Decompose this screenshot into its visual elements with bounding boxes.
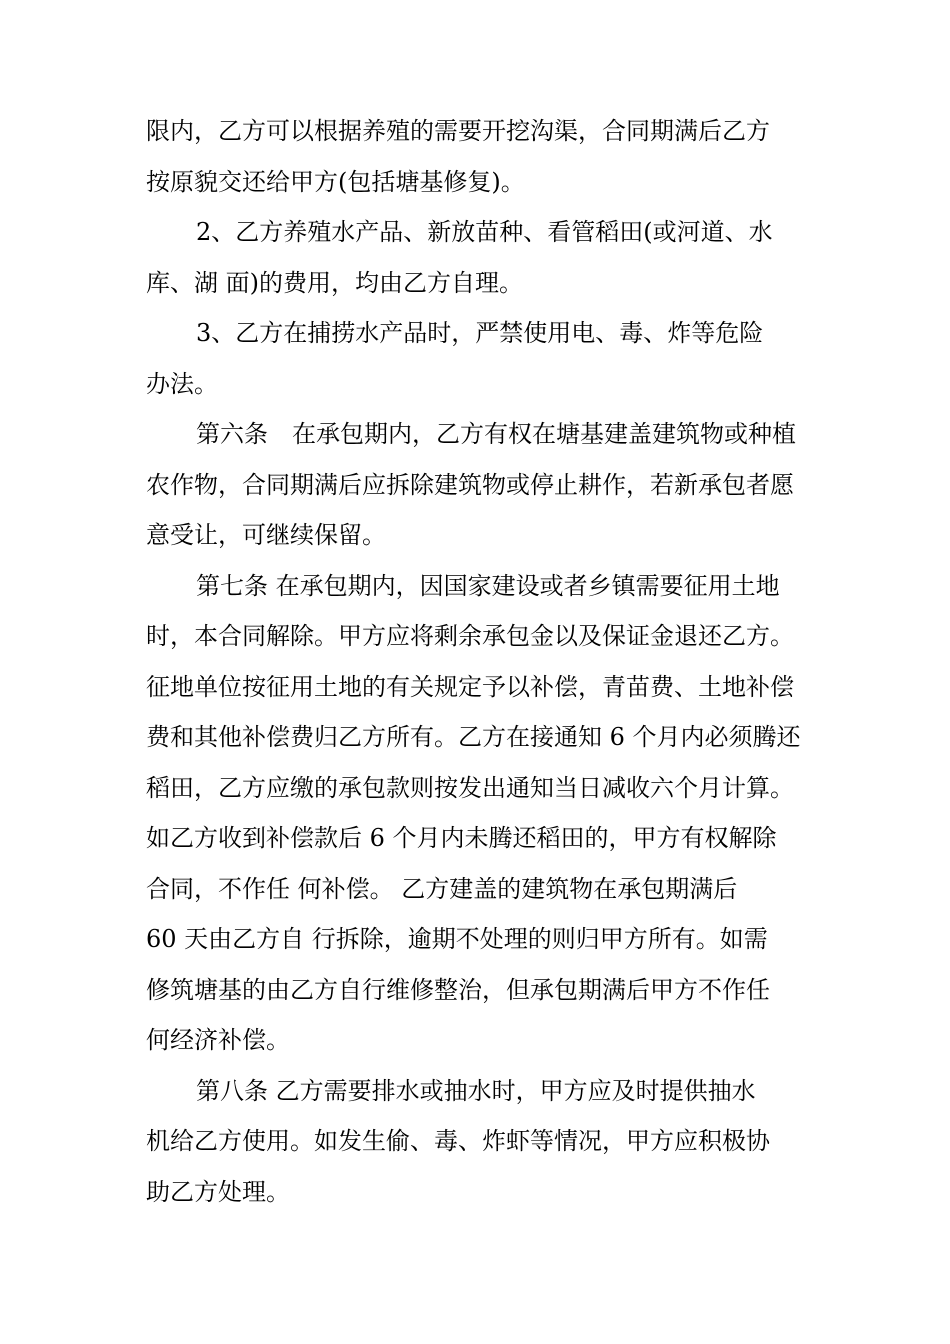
text-line: 3、乙方在捕捞水产品时，严禁使用电、毒、炸等危险 (196, 319, 764, 347)
text-line: 限内，乙方可以根据养殖的需要开挖沟渠，合同期满后乙方 (146, 117, 770, 145)
text-line: 修筑塘基的由乙方自行维修整治，但承包期满后甲方不作任 (146, 975, 770, 1004)
text-line: 第七条 在承包期内，因国家建设或者乡镇需要征用土地 (196, 571, 780, 600)
text-line: 征地单位按征用土地的有关规定予以补偿，青苗费、土地补偿 (146, 672, 794, 701)
text-line: 第六条 在承包期内，乙方有权在塘基建盖建筑物或种植 (196, 420, 796, 448)
text-line: 费和其他补偿费归乙方所有。乙方在接通知 6 个月内必须腾还 (146, 723, 801, 751)
text-line: 按原貌交还给甲方(包括塘基修复)。 (146, 167, 525, 196)
text-line: 60 天由乙方自 行拆除，逾期不处理的则归甲方所有。如需 (146, 925, 768, 953)
text-line: 何经济补偿。 (146, 1026, 290, 1054)
text-line: 时，本合同解除。甲方应将剩余承包金以及保证金退还乙方。 (146, 622, 794, 650)
document-page (146, 106, 826, 1217)
text-line: 机给乙方使用。如发生偷、毒、炸虾等情况，甲方应积极协 (146, 1127, 770, 1155)
text-line: 库、湖 面)的费用，均由乙方自理。 (146, 268, 523, 297)
text-line: 农作物，合同期满后应拆除建筑物或停止耕作，若新承包者愿 (146, 470, 794, 499)
text-line: 意受让，可继续保留。 (146, 521, 386, 549)
text-line: 办法。 (146, 369, 218, 398)
text-line: 第八条 乙方需要排水或抽水时，甲方应及时提供抽水 (196, 1076, 756, 1105)
text-line: 如乙方收到补偿款后 6 个月内未腾还稻田的，甲方有权解除 (146, 824, 777, 852)
text-line: 稻田，乙方应缴的承包款则按发出通知当日减收六个月计算。 (146, 773, 794, 802)
text-line: 助乙方处理。 (146, 1177, 290, 1206)
text-line: 2、乙方养殖水产品、新放苗种、看管稻田(或河道、水 (196, 218, 773, 246)
text-line: 合同，不作任 何补偿。 乙方建盖的建筑物在承包期满后 (146, 874, 738, 903)
